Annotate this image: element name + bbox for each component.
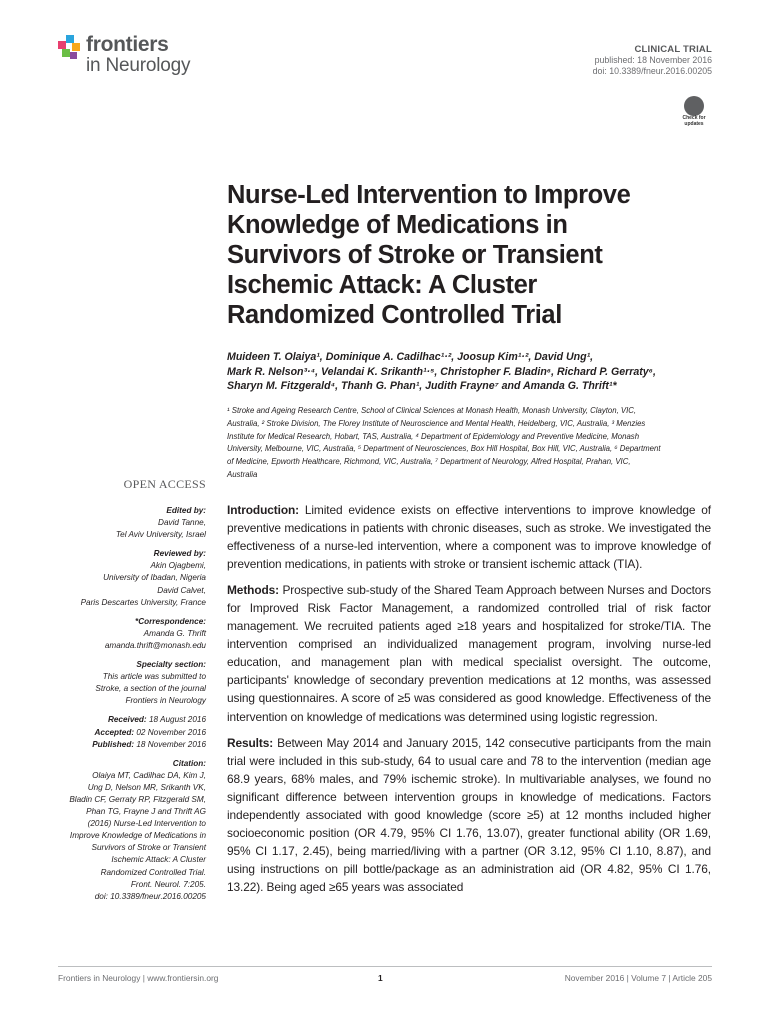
correspondence-name: Amanda G. Thrift <box>143 628 206 638</box>
citation-line: Survivors of Stroke or Transient <box>91 843 206 853</box>
open-access-label: OPEN ACCESS <box>123 477 206 491</box>
citation-section <box>30 758 206 903</box>
specialty-section <box>30 659 206 707</box>
edited-by-label: Edited by: <box>166 506 206 515</box>
citation-line: Ischemic Attack: A Cluster <box>111 855 206 865</box>
received-date: Received: 18 August 2016 <box>107 715 206 725</box>
citation-line: Front. Neurol. 7:205. <box>130 879 206 889</box>
affiliation-line: University, Melbourne, VIC, Australia, ⁵ Department of Neurosciences, Box Hill Hospital, Box Hill, VIC, Australia, ⁶ Department <box>227 444 661 454</box>
affiliation-line: ¹ Stroke and Ageing Research Centre, School of Clinical Sciences at Monash Health, Monash University, Clayton, VIC, <box>227 406 637 415</box>
title-line: Knowledge of Medications in <box>227 211 568 239</box>
citation-line: Ung D, Nelson MR, Srikanth VK, <box>87 782 206 792</box>
affiliation-line: Australia, ² Stroke Division, The Florey Institute of Neuroscience and Mental Health, Heidelberg, VIC, Australia, ³ Menzies <box>227 418 646 428</box>
specialty-line: Frontiers in Neurology <box>125 696 206 706</box>
editor-affiliation: Tel Aviv University, Israel <box>115 530 206 540</box>
footer-divider <box>58 966 712 967</box>
title-line: Nurse-Led Intervention to Improve <box>227 181 631 209</box>
specialty-line: Stroke, a section of the journal <box>95 684 206 694</box>
affiliation-line: of Medicine, Epworth Healthcare, Richmond, VIC, Australia, ⁷ Department of Neurology, Alfred Hospital, Prahan, VIC, <box>227 457 631 467</box>
abstract-results: Results: Between May 2014 and January 2015, 142 consecutive participants from the main trial were included in this sub-study, 64 to usual care and 78 to the intervention (median age 68.9 years, 68% males, and 79% ischemic stroke). In multivariable analyses, we found no significant difference between intervention groups in knowledge of medications. Factors independently associated with good knowledge (score ≥5) at 12 months included higher socioeconomic position (OR 4.79, 95% CI 1.76, 13.07), greater functional ability (OR 1.69, 95% CI 1.17, 2.45), being married/living with a partner (OR 3.12, 95% CI 1.10, 8.87), and using instructions on pill bottle/package as an administration aid (OR 4.82, 95% CI 1.76, 13.22). Being aged ≥65 years was associated <box>227 735 711 894</box>
check-for-updates-badge[interactable] <box>677 96 711 132</box>
reviewer-affiliation: Paris Descartes University, France <box>80 597 206 607</box>
affiliations <box>227 405 687 482</box>
correspondence-label: *Correspondence: <box>135 616 206 626</box>
logo-wordmark: frontiers <box>86 33 169 56</box>
footer-journal[interactable]: Frontiers in Neurology | www.frontiersin.org <box>58 973 219 983</box>
correspondence-section <box>30 616 206 652</box>
abstract <box>227 501 711 904</box>
reviewer-name: Akin Ojagbemi, <box>150 561 206 571</box>
citation-line: (2016) Nurse-Led Intervention to <box>87 819 206 829</box>
dates-section <box>30 714 206 750</box>
check-updates-line1: Check for <box>682 115 706 121</box>
affiliation-line: Australia <box>227 469 258 479</box>
specialty-label: Specialty section: <box>136 660 206 670</box>
citation-line: Bladin CF, Gerraty RP, Fitzgerald SM, <box>69 794 206 804</box>
accepted-date: Accepted: 02 November 2016 <box>94 727 206 737</box>
footer-issue: November 2016 | Volume 7 | Article 205 <box>564 973 712 983</box>
check-updates-icon <box>684 96 704 116</box>
reviewed-by-label: Reviewed by: <box>153 549 206 559</box>
author-line: Mark R. Nelson³·⁴, Velandai K. Srikanth¹·⁵, Christopher F. Bladin⁶, Richard P. Gerraty⁶, <box>227 365 656 378</box>
check-updates-line2: updates <box>684 120 704 127</box>
article-title <box>227 180 697 330</box>
title-line: Randomized Controlled Trial <box>227 301 562 329</box>
reviewed-by-section <box>30 548 206 608</box>
published-date: published: 18 November 2016 <box>594 55 712 65</box>
author-line: Muideen T. Olaiya¹, Dominique A. Cadilhac¹·², Joosup Kim¹·², David Ung¹, <box>227 351 594 363</box>
citation-line: Phan TG, Frayne J and Thrift AG <box>86 807 206 817</box>
citation-line: Randomized Controlled Trial. <box>100 867 206 877</box>
author-line: Sharyn M. Fitzgerald⁴, Thanh G. Phan¹, Judith Frayne⁷ and Amanda G. Thrift¹* <box>227 380 617 393</box>
specialty-line: This article was submitted to <box>102 672 206 682</box>
citation-line: Olaiya MT, Cadilhac DA, Kim J, <box>92 770 206 780</box>
article-type: CLINICAL TRIAL <box>634 44 712 55</box>
title-line: Ischemic Attack: A Cluster <box>227 271 537 299</box>
author-list <box>227 350 697 394</box>
correspondence-email[interactable]: amanda.thrift@monash.edu <box>104 640 206 650</box>
page-number: 1 <box>378 973 383 983</box>
reviewer-name: David Calvet, <box>157 585 206 595</box>
citation-line: Improve Knowledge of Medications in <box>69 831 206 841</box>
published-date-sidebar: Published: 18 November 2016 <box>92 739 206 749</box>
abstract-introduction: Introduction: Limited evidence exists on effective interventions to improve knowledge of preventive medications in patients with chronic diseases, such as stroke. We investigated the effectiveness of a nurse-led intervention, where a component was to improve knowledge of prevention medications, in patients with stroke or transient ischemic attack (TIA). <box>227 503 711 572</box>
article-header-meta <box>593 44 712 77</box>
article-doi[interactable]: doi: 10.3389/fneur.2016.00205 <box>592 66 712 76</box>
citation-doi[interactable]: doi: 10.3389/fneur.2016.00205 <box>94 891 206 901</box>
journal-logo <box>58 33 218 83</box>
reviewer-affiliation: University of Ibadan, Nigeria <box>103 573 206 583</box>
frontiers-logo-icon <box>58 35 82 61</box>
abstract-methods: Methods: Prospective sub-study of the Shared Team Approach between Nurses and Doctors for Improved Risk Factor Management, a randomized controlled trial of risk factor management. We recruited patients aged ≥18 years and hospitalized for stroke/TIA. The intervention comprised an individualized management program, involving nurse-led education, and management plan with medical specialist oversight. The outcome, participants' knowledge of secondary prevention medications at 12 months, was assessed using questionnaires. A score of ≥5 was considered as good knowledge. Effectiveness of the intervention on knowledge of medications was determined using logistic regression. <box>227 583 711 724</box>
article-info-sidebar <box>30 505 206 910</box>
citation-label: Citation: <box>172 758 206 768</box>
affiliation-line: Institute for Medical Research, Hobart, TAS, Australia, ⁴ Department of Epidemiology and Preventive Medicine, Monash <box>227 431 640 441</box>
title-line: Survivors of Stroke or Transient <box>227 241 603 269</box>
logo-journal-name: in Neurology <box>86 55 191 76</box>
edited-by-section <box>30 505 206 541</box>
editor-name: David Tanne, <box>158 518 206 528</box>
